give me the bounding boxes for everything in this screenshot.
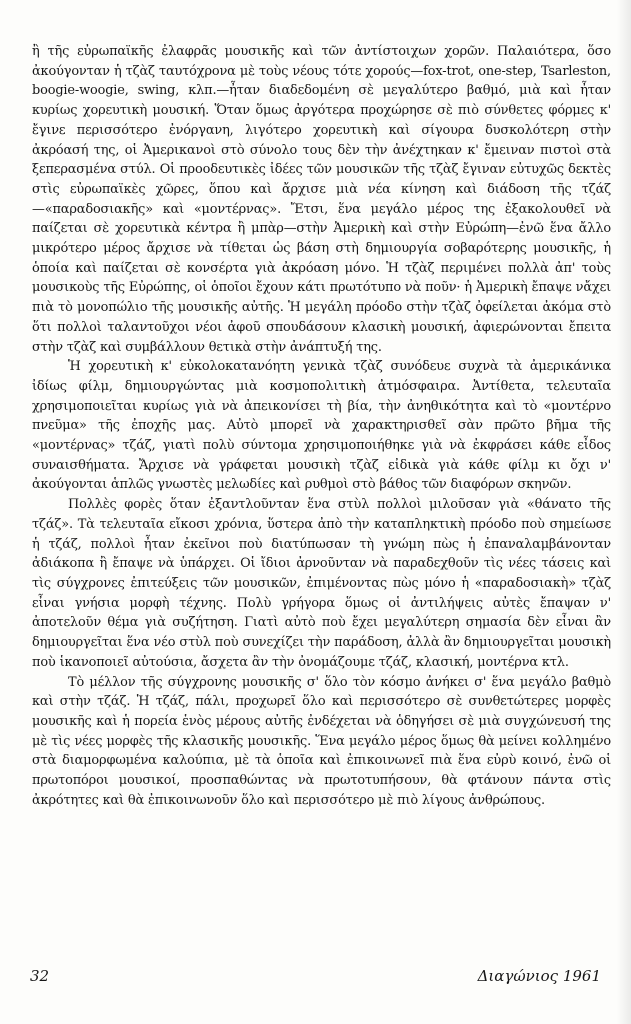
paragraph: ἢ τῆς εὐρωπαϊκῆς ἐλαφρᾶς μουσικῆς καὶ τῶν ἀντίστοιχων χορῶν. Παλαιότερα, ὅσο ἀκούγονταν ἡ τζὰζ ταυτόχρονα μὲ τοὺς νέους τότε χορούς—fox-trot, one-step, Tsarleston, boogie-woogie, swing, κλπ.—ἦταν διαδεδομένη σὲ μεγαλύτερο βαθμό, μιὰ καὶ ἦταν κυρίως χορευτικὴ μουσική. Ὅταν ὅμως ἀργότερα προχώρησε σὲ πιὸ σύνθετες φόρμες κ' ἔγινε περισσότερο ἐνόργανη, λιγότερο χορευτικὴ καὶ σίγουρα δυσκολότερη στὴν ἀκρόασή της, οἱ Ἀμερικανοὶ στὸ σύνολο τους δὲν τὴν ἀνέχτηκαν κ' ἔμειναν πιστοὶ στὰ ξεπερασμένα στύλ. Οἱ προοδευτικὲς ἰδέες τῶν μουσικῶν τῆς τζὰζ ἔγιναν εὐτυχῶς δεκτὲς στὶς εὐρωπαϊκὲς χῶρες, ὅπου καὶ ἄρχισε μιὰ νέα κίνηση καὶ διάδοση τῆς τζάζ—«παραδοσιακῆς» καὶ «μοντέρνας». Ἔτσι, ἕνα μεγάλο μέρος της ἐξακολουθεῖ νὰ παίζεται σὲ χορευτικὰ κέντρα ἢ μπὰρ—στὴν Ἀμερικὴ καὶ στὴν Εὐρώπη—ἐνῶ ἕνα ἄλλο μικρότερο μέρος ἄρχισε νὰ τίθεται ὡς βάση στὴ δημιουργία σοβαρότερης μουσικῆς, ἡ ὁποία καὶ παίζεται σὲ κονσέρτα γιὰ ἀκρόαση μόνο. Ἡ τζὰζ περιμένει πολλὰ ἀπ' τοὺς μουσικοὺς τῆς Εὐρώπης, οἱ ὁποῖοι ἔχουν κάτι πρωτότυπο νὰ ποῦν· ἡ Ἀμερικὴ ἔπαψε νἄχει πιὰ τὸ μονοπώλιο τῆς μουσικῆς αὐτῆς. Ἡ μεγάλη πρόοδο στὴν τζὰζ ὀφείλεται ἀκόμα στὸ ὅτι πολλοὶ ταλαντοῦχοι νέοι ἀφοῦ σπουδάσουν κλασικὴ μουσική, ἀφιερώνονται ἔπειτα στὴν τζὰζ καὶ συμβάλλουν θετικὰ στὴν ἀνάπτυξή της.	[32, 44, 611, 355]
paragraph: Πολλὲς φορὲς ὅταν ἐξαντλοῦνταν ἕνα στὺλ πολλοὶ μιλοῦσαν γιὰ «θάνατο τῆς τζάζ». Τὰ τελευταῖα εἴκοσι χρόνια, ὕστερα ἀπὸ τὴν καταπληκτικὴ πρόοδο ποὺ σημείωσε ἡ τζάζ, πολλοὶ ἦταν ἐκεῖνοι ποὺ διατύπωσαν τὴ γνώμη πὼς ἡ ἐπαναλαμβάνονταν ἀδιάκοπα ἢ ἔπαψε νὰ ὑπάρχει. Οἱ ἴδιοι ἀρνοῦνταν νὰ παραδεχθοῦν τὶς νέες τάσεις καὶ τὶς σύγχρονες ἐπιτεύξεις τῶν μουσικῶν, ἐπιμένοντας πὼς μόνο ἡ «παραδοσιακὴ» τζὰζ εἶναι γνήσια μορφὴ τέχνης. Πολὺ γρήγορα ὅμως οἱ ἀντιλήψεις αὐτὲς ἔπαψαν ν' ἀποτελοῦν θέμα γιὰ συζήτηση. Γιατὶ αὐτὸ ποὺ ἔχει μεγαλύτερη σημασία δὲν εἶναι ἂν δημιουργεῖται ἕνα νέο στὺλ ποὺ συνεχίζει τὴν παράδοση, ἀλλὰ ἂν δημιουργεῖται μουσικὴ ποὺ ἱκανοποιεῖ αὐτούσια, ἄσχετα ἂν τὴν ὀνομάζουμε τζάζ, κλασική, μοντέρνα κτλ.	[32, 497, 611, 670]
page-number: 32	[30, 967, 50, 985]
paragraph: Ἡ χορευτικὴ κ' εὐκολοκατανόητη γενικὰ τζὰζ συνόδευε συχνὰ τὰ ἀμερικάνικα ἰδίως φίλμ, δημιουργώντας μιὰ κοσμοπολιτικὴ ἀτμόσφαιρα. Ἀντίθετα, τελευταῖα χρησιμοποιεῖται κυρίως γιὰ νὰ ἀπεικονίσει τὴ βία, τὴν ἀνηθικότητα καὶ τὸ «μοντέρνο πνεῦμα» τῆς ἐποχῆς μας. Αὐτὸ μπορεῖ νὰ χαρακτηρισθεῖ σὰν πρῶτο βῆμα τῆς «μοντέρνας» τζάζ, γιατὶ πολὺ σύντομα χρησιμοποιήθηκε γιὰ νὰ ἐκφράσει κάθε εἶδος συναισθήματα. Ἄρχισε νὰ γράφεται μουσικὴ τζὰζ εἰδικὰ γιὰ κάθε φίλμ κι ὄχι ν' ἀκούγονται ἁπλῶς γνωστὲς μελωδίες καὶ ρυθμοὶ στὸ βάθος τῶν διαφόρων σκηνῶν.	[32, 359, 611, 493]
publication-footer: Διαγώνιος 1961	[477, 967, 601, 985]
paragraph: Τὸ μέλλον τῆς σύγχρονης μουσικῆς σ' ὅλο τὸν κόσμο ἀνήκει σ' ἕνα μεγάλο βαθμὸ καὶ στὴν τζάζ. Ἡ τζάζ, πάλι, προχωρεῖ ὅλο καὶ περισσότερο σὲ συνθετώτερες μορφὲς μουσικῆς καὶ ἡ πορεία ἑνὸς μέρους αὐτῆς ἐνδέχεται νὰ ὁδηγήσει σὲ μιὰ συγχώνευσή της μὲ τὶς νέες μορφὲς τῆς κλασικῆς μουσικῆς. Ἕνα μεγάλο μέρος ὅμως θὰ μείνει κολλημένο στὰ διαμορφωμένα καλούπια, μὲ τὰ ὁποῖα καὶ ἐπικοινωνεῖ πιὰ ἕνα εὐρὺ κοινό, ἐνῶ οἱ πρωτοπόροι μουσικοί, προσπαθώντας νὰ πρωτοτυπήσουν, θὰ φτάνουν πάντα στὶς ἀκρότητες καὶ θὰ ἐπικοινωνοῦν ὅλο καὶ περισσότερο μὲ πιὸ λίγους ἀνθρώπους.	[32, 674, 611, 808]
page-edge-shadow	[617, 0, 631, 1024]
body-text	[32, 42, 611, 810]
